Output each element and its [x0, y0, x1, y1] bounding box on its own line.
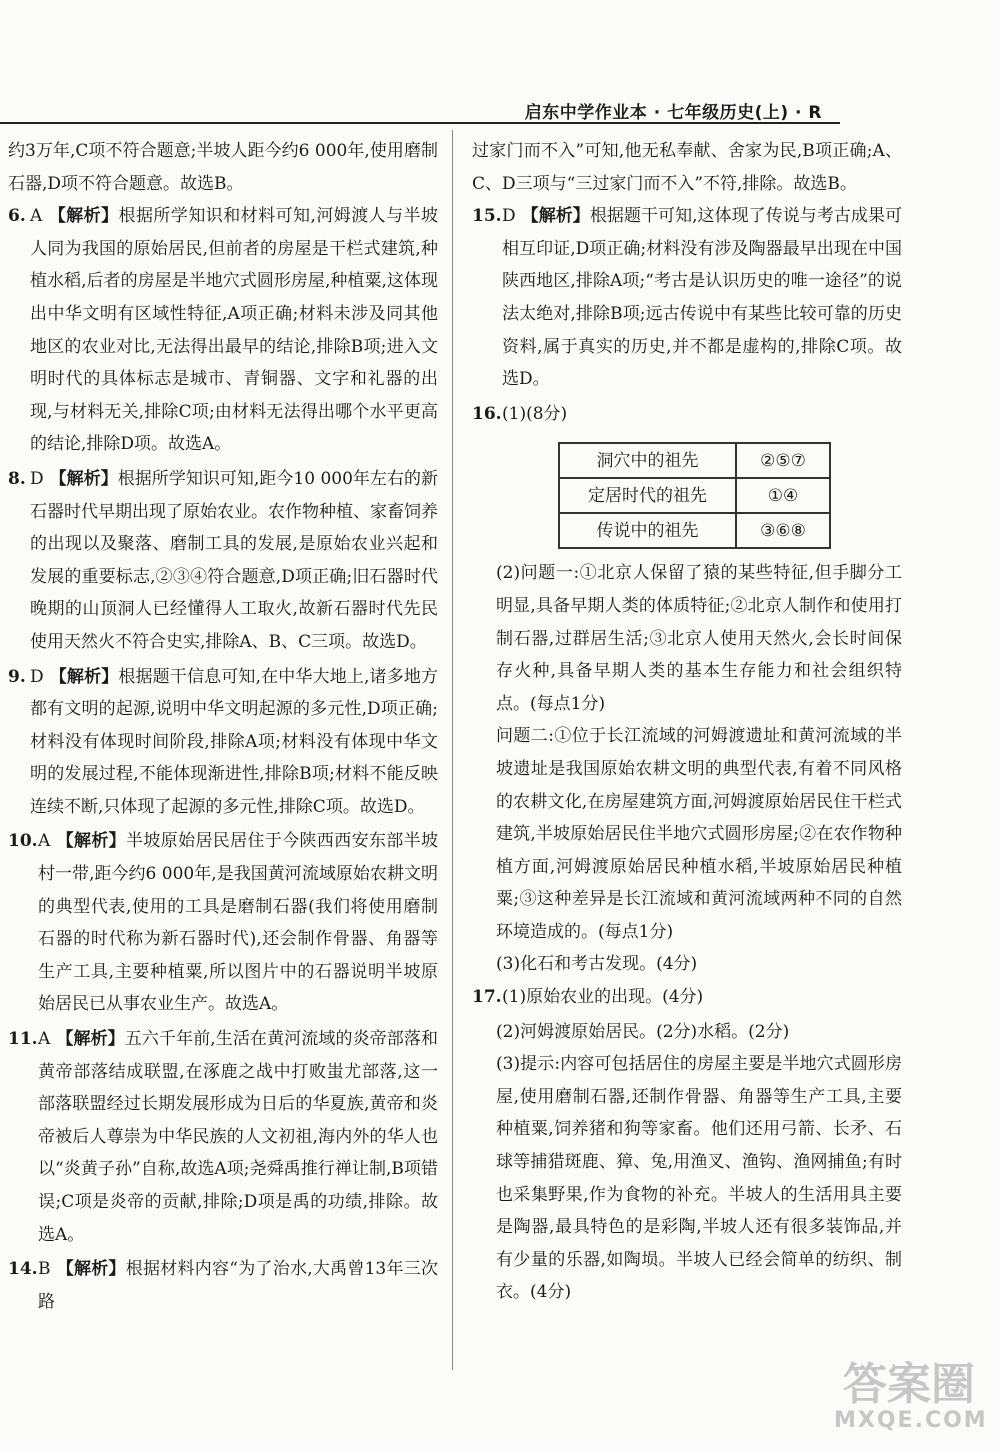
analysis-text: 根据材料内容“为了治水,大禹曾13年三次路: [38, 1259, 439, 1312]
table-cell-label: 传说中的祖先: [559, 513, 736, 548]
question-15: [472, 200, 902, 396]
analysis-text: 根据所学知识和材料可知,河姆渡人与半坡人同为我国的原始居民,但前者的房屋是干栏式建筑,种植水稻,后者的房屋是半地穴式圆形房屋,种植粟,这体现出中华文明有区域性特征,A项正确;材料未涉及同其他地区的农业对比,无法得出最早的结论,排除B项;进入文明时代的具体标志是城市、青铜器、文字和礼器的出现,与材料无关,排除C项;由材料无法得出哪个水平更高的结论,排除D项。故选A。: [30, 206, 439, 455]
answer-letter: B: [38, 1259, 51, 1280]
question-number: 15.: [472, 206, 502, 227]
question-17: [472, 981, 902, 1014]
left-column: [8, 135, 438, 1320]
question-16-part3: (3)化石和考古发现。(4分): [496, 954, 698, 975]
analysis-text: 根据题干信息可知,在中华大地上,诸多地方都有文明的起源,说明中华文明起源的多元性,D项正确;材料没有体现时间阶段,排除A项;材料没有体现中华文明的发展过程,不能体现渐进性,排除B项;材料不能反映连续不断,只体现了起源的多元性,排除C项。故选D。: [30, 666, 439, 817]
question-17-part3: (3)提示:内容可包括居住的房屋主要是半地穴式圆形房屋,使用磨制石器,还制作骨器、角器等生产工具,主要种植粟,饲养猪和狗等家畜。他们还用弓箭、长矛、石球等捕猎斑鹿、獐、兔,用渔叉、渔钩、渔网捕鱼;有时也采集野果,作为食物的补充。半坡人的生活用具主要是陶器,最具特色的是彩陶,半坡人还有很多装饰品,并有少量的乐器,如陶埙。半坡人已经会简单的纺织、制衣。(4分): [496, 1054, 902, 1303]
question-number: 16.: [472, 403, 502, 424]
header-title: 启东中学作业本 · 七年级历史(上) · R: [524, 103, 822, 123]
ancestor-table: [558, 442, 831, 549]
table-cell-value: ①④: [736, 478, 830, 513]
question-17-part1: (1)原始农业的出现。(4分): [502, 987, 704, 1008]
question-16-part2b: 问题二:①位于长江流域的河姆渡遗址和黄河流域的半坡遗址是我国原始农耕文明的典型代表,有着不同风格的农耕文化,在房屋建筑方面,河姆渡原始居民住干栏式建筑,半坡原始居民住半地穴式圆形房屋;②在农作物种植方面,河姆渡原始居民种植水稻,半坡原始居民种植粟;③这种差异是长江流域和黄河流域两种不同的自然环境造成的。(每点1分): [496, 726, 902, 942]
answer-letter: A: [38, 1029, 51, 1050]
question-17-part2: (2)河姆渡原始居民。(2分)水稻。(2分): [496, 1021, 790, 1042]
analysis-tag: 【解析】: [49, 468, 118, 489]
answer-letter: A: [30, 206, 43, 227]
analysis-tag: 【解析】: [56, 831, 127, 852]
table-cell-label: 洞穴中的祖先: [559, 443, 736, 478]
watermark-logo: [834, 1359, 988, 1433]
left-intro: 约3万年,C项不符合题意;半坡人距今约6 000年,使用磨制石器,D项不符合题意。故选B。: [8, 141, 438, 194]
analysis-tag: 【解析】: [521, 206, 590, 227]
question-number: 8.: [8, 468, 26, 489]
question-16: [472, 398, 902, 431]
analysis-text: 根据所学知识可知,距今10 000年左右的新石器时代早期出现了原始农业。农作物种植、家畜饲养的出现以及聚落、磨制工具的发展,是原始农业兴起和发展的重要标志,②③④符合题意,D项正确;旧石器时代晚期的山顶洞人已经懂得人工取火,故新石器时代先民使用天然火不符合史实,排除A、B、C三项。故选D。: [30, 468, 438, 652]
question-11: [8, 1023, 438, 1251]
right-column: [472, 135, 902, 1309]
question-10: [8, 825, 438, 1021]
table-row: [559, 478, 830, 513]
question-number: 10.: [8, 831, 38, 852]
analysis-tag: 【解析】: [49, 666, 119, 687]
analysis-text: 根据题干可知,这体现了传说与考古成果可相互印证,D项正确;材料没有涉及陶器最早出现在中国陕西地区,排除A项;“考古是认识历史的唯一途径”的说法太绝对,排除B项;远古传说中有某些比较可靠的历史资料,属于真实的历史,并不都是虚构的,排除C项。故选D。: [502, 206, 903, 390]
analysis-tag: 【解析】: [56, 1259, 126, 1280]
table-cell-value: ③⑥⑧: [736, 513, 830, 548]
question-number: 17.: [472, 987, 502, 1008]
table-row: [559, 443, 830, 478]
question-16-part1: (1)(8分): [502, 403, 568, 424]
answer-letter: D: [30, 468, 44, 489]
question-6: [8, 200, 438, 461]
analysis-tag: 【解析】: [48, 206, 119, 227]
question-16-part2: (2)问题一:①北京人保留了猿的某些特征,但手脚分工明显,具备早期人类的体质特征;②北京人制作和使用打制石器,过群居生活;③北京人使用天然火,会长时间保存火种,具备早期人类的基本生存能力和社会组织特点。(每点1分): [496, 563, 902, 714]
answer-letter: D: [502, 206, 516, 227]
question-number: 14.: [8, 1259, 38, 1280]
table-cell-value: ②⑤⑦: [736, 443, 830, 478]
answer-letter: A: [38, 831, 51, 852]
table-row: [559, 513, 830, 548]
analysis-tag: 【解析】: [56, 1029, 125, 1050]
question-number: 11.: [8, 1029, 38, 1050]
page-header: [0, 92, 840, 124]
question-9: [8, 661, 438, 824]
answer-letter: D: [30, 666, 44, 687]
analysis-text: 五六千年前,生活在黄河流域的炎帝部落和黄帝部落结成联盟,在涿鹿之战中打败蚩尤部落,这一部落联盟经过长期发展形成为日后的华夏族,黄帝和炎帝被后人尊崇为中华民族的人文初祖,海内外的华人也以“炎黄子孙”自称,故选A项;尧舜禹推行禅让制,B项错误;C项是炎帝的贡献,排除;D项是禹的功绩,排除。故选A。: [38, 1029, 439, 1245]
watermark-text: 答案圈: [843, 1359, 975, 1410]
question-14: [8, 1253, 438, 1318]
right-intro: 过家门而不入”可知,他无私奉献、舍家为民,B项正确;A、C、D三项与“三过家门而不入”不符,排除。故选B。: [472, 141, 902, 194]
question-number: 9.: [8, 666, 26, 687]
watermark-url: MXQE.COM: [834, 1408, 988, 1433]
question-number: 6.: [8, 206, 26, 227]
table-cell-label: 定居时代的祖先: [559, 478, 736, 513]
question-8: [8, 463, 438, 659]
analysis-text: 半坡原始居民居住于今陕西西安东部半坡村一带,距今约6 000年,是我国黄河流域原始农耕文明的典型代表,使用的工具是磨制石器(我们将使用磨制石器的时代称为新石器时代),还会制作骨器、角器等生产工具,主要种植粟,所以图片中的石器说明半坡原始居民已从事农业生产。故选A。: [38, 831, 439, 1015]
column-divider: [452, 130, 453, 1370]
